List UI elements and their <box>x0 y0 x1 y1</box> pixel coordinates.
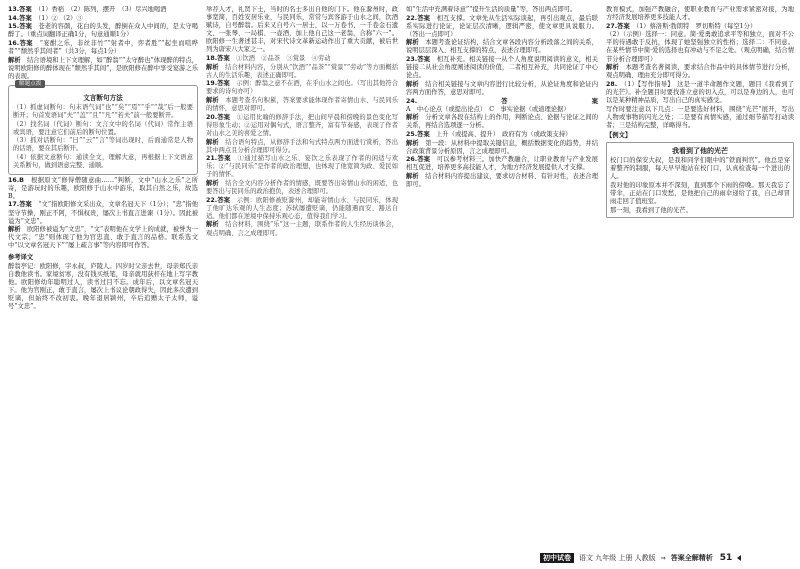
reference-heading: 参考译文 <box>8 253 34 261</box>
answer-label: 解析 <box>206 179 219 187</box>
arrow-icon: ⇒ <box>660 554 666 562</box>
method-tag: 解题点拨 <box>15 80 45 88</box>
essay-box <box>606 142 794 218</box>
answer-text: 结合相关链接与文章内容进行比较分析，从论证角度和论证内容两方面作答，意思对即可。 <box>406 80 598 96</box>
answer-label: 17.答案 <box>8 201 32 209</box>
answer-item <box>406 15 598 39</box>
answer-text: 结合全文内容分析作者的情感，既要答出寄情山水的闲适，也要答出与民同乐的政治抱负，表述合理即可。 <box>206 179 398 196</box>
answer-item <box>8 201 198 225</box>
answer-item <box>406 140 598 156</box>
answer-label: 解析 <box>406 80 419 88</box>
method-box <box>8 80 198 175</box>
method-item: （1）抓虚词断句：句末语气词“也”“矣”“焉”“乎”“哉”后一般要断开；句首发语词“夫”“盖”“且”“凡”“若夫”前一般要断开。 <box>13 103 193 120</box>
answer-text: ①通过描写山水之乐、宴饮之乐表现了作者的闲适与欢乐；②“与民同乐”是作者的政治理想，也体现了他宽简为政、爱民如子的情怀。 <box>206 155 398 179</box>
answer-label: 解析 <box>206 97 219 105</box>
answer-item <box>8 15 198 23</box>
translation-continued: 举荐人才，礼贤下士，当时的名士多出自他的门下。他在滁州时，政事宽简，百姓安居乐业，与民同乐，常常与宾客游于山水之间，饮酒赋诗，自号醉翁。后来又自号六一居士，以一万卷书、一千卷金石遗文、一张琴、一局棋、一壶酒，加上他自己这一老翁，合称“六一”。欧阳修一生著述甚丰，对宋代诗文革新运动作出了重大贡献，被后世列为唐宋八大家之一。 <box>206 6 398 54</box>
answer-item <box>206 197 398 221</box>
answer-item <box>606 106 794 130</box>
answer-item <box>406 98 598 114</box>
answer-item <box>606 6 794 22</box>
answer-label: 13.答案 <box>8 6 32 13</box>
answer-label: 解析 <box>8 56 21 64</box>
answer-label: 16.答案 <box>8 39 34 47</box>
triangle-icon <box>737 555 741 561</box>
answer-text: 第一段：从材料中提取关键信息，概括数据变化的趋势，并结合政策背景分析原因，言之成理即可。 <box>406 139 598 155</box>
answer-label: 20.答案 <box>206 113 231 121</box>
answer-item <box>206 80 398 96</box>
answers-group-b <box>8 177 198 251</box>
answer-label: 解析 <box>8 226 21 234</box>
answer-text: “宴酣之乐，非丝非竹”“射者中，弈者胜”“起坐而喧哗者”“颓然乎其间者”（共3分，每点1分） <box>8 39 198 55</box>
answer-label: 解析 <box>606 64 619 72</box>
answer-text: ①饮酒 ②品茶 ③赏景 ④劳动 <box>236 55 331 63</box>
answers-list <box>406 6 598 189</box>
answer-item <box>206 139 398 155</box>
answer-label: 解析 <box>406 39 419 47</box>
answer-text: 示例：欧阳修被贬滁州，却能寄情山水、与民同乐，体现了他旷达乐观的人生态度；苏轼屡遭贬谪，仍能随遇而安、豁达自适。他们都在逆境中保持乐观心态，值得我们学习。 <box>206 196 398 220</box>
answer-item <box>206 64 398 80</box>
answer-item <box>206 155 398 179</box>
answer-label: 19.答案 <box>206 80 230 88</box>
answer-text: 本题考查论证结构，结合文章各段内容分析段落之间的关系，说明层层深入、相互支撑的特点，表述合理即可。 <box>406 39 598 55</box>
method-title: 文言断句方法 <box>83 93 123 102</box>
answer-label: 解析 <box>206 63 219 71</box>
answer-label: 解析 <box>206 138 219 146</box>
answer-text: （1）【写作指导】 这是一道半命题作文题，题目《我看到了 的光芒》。补全题目时要找准立意的切入点，可以是身边的人，也可以是某种精神品质，写出自己的真实感受。 <box>606 80 794 105</box>
answer-text: 苍老的容颜，花白的头发，醉倒在众人中间的，是太守喝醉了。（重点词翻译正确1分，句意通顺1分） <box>8 23 198 39</box>
answer-item <box>406 81 598 97</box>
answer-label: 24.答案 <box>406 97 598 105</box>
answer-item <box>406 131 598 139</box>
essay-tag: 【例文】 <box>606 131 632 139</box>
answer-label: 14.答案 <box>8 14 32 22</box>
answer-text: 如“生活中充满着诗意”“提升生活的质量”等，答出两点即可。 <box>406 6 577 13</box>
answer-text: A 中心论点（或提出论点） C 事实论据（或道理论据） <box>406 105 570 113</box>
answer-label: 26.答案 <box>406 156 431 164</box>
method-list <box>13 104 193 170</box>
answer-text: 相互补充。相关链接一从个人角度说明阅读的意义，相关链接二从社会角度阐述阅读的价值，二者相互补充，共同论证了中心论点。 <box>406 56 598 80</box>
answer-item <box>8 6 198 14</box>
method-item: （2）找名词（代词）断句：文言文中的名词（代词）常作主语或宾语，要注意它们前后的断句位置。 <box>13 120 193 136</box>
essay-title: 我看到了他的光芒 <box>672 146 728 155</box>
answers-list <box>606 6 794 130</box>
answer-text: 结合材料内容，分别从“饮酒”“品茶”“赏景”“劳动”等方面概括古人的生活乐趣，表述正确即可。 <box>206 63 398 79</box>
answer-text: （1）香稻 （2）陈列，摆开 （3）尽兴地喝酒 <box>38 6 167 13</box>
answer-text: 示例：醉翁之意不在酒，在乎山水之间也。（写出其他符合要求的诗句亦可） <box>206 80 398 96</box>
answer-item <box>206 180 398 196</box>
answer-item <box>8 40 198 56</box>
answer-item <box>606 31 794 63</box>
page-footer <box>540 551 792 565</box>
column-3 <box>406 6 598 538</box>
answer-text: “文”指欧阳修文采出众，文章名冠天下（1分）；“忠”指他坚守节操，刚正不阿，不惧权贵，屡次上书直言进谏（1分）。因此被谥为“文忠”。 <box>8 201 198 225</box>
essay-body <box>610 157 790 215</box>
answer-item <box>606 64 794 80</box>
reference-text: 醉翁亭记：欧阳修，字永叔，庐陵人。四岁时父亲去世，母亲郑氏亲自教他读书。家境贫寒，没有钱买纸笔，母亲就用荻杆在地上写字教他。欧阳修幼年聪明过人，读书过目不忘。成年后，以文章名冠天下。他为官刚正，敢于直言，屡次上书议论朝政得失，因此多次遭到贬谪，但始终不改初衷。晚年退居颍州，卒后追赠太子太师，谥号“文忠”。 <box>8 262 198 311</box>
answer-text: ①运用比喻的修辞手法，把山间早晨和傍晚的景色变化写得形象生动；②运用对偶句式，语言整齐，富有节奏感，表现了作者对山水之美的喜爱之情。 <box>206 113 398 137</box>
answer-text: 结合材料，围绕“乐”这一主题，联系作者的人生经历谈体会，观点明确、言之成理即可。 <box>206 221 398 237</box>
column-1 <box>8 6 198 538</box>
answer-label: 28. <box>606 80 618 88</box>
column-4 <box>606 6 794 538</box>
method-item: （4）依据文意断句：通读全文，理解大意，再根据上下文语意关系断句，做到语意完整、通顺。 <box>13 154 193 170</box>
column-2 <box>206 6 398 538</box>
answer-label: 22.答案 <box>406 14 431 22</box>
answers-group-a <box>8 6 198 81</box>
brand-badge: 初中试卷 <box>540 553 574 563</box>
answer-item <box>8 57 198 81</box>
answer-text: 可以参考材料三。加快产教融合，让职业教育与产业发展相互促进，培养更多高技能人才，为地方经济发展提供人才支撑。 <box>406 156 598 172</box>
answer-item <box>206 221 398 237</box>
answer-text: 教育模式，加强产教融合，使职业教育与产业需求紧密对接，为地方经济发展培养更多技能人才。 <box>606 6 794 22</box>
answer-text: 根据原文“修得僧随意曲……”判断，文中“山水之乐”之所寄，是游玩时的乐趣，欧阳修于山水中游乐，取其自然之乐，故选B。 <box>8 176 198 200</box>
answer-label: 15.答案 <box>8 23 33 31</box>
answer-item <box>406 39 598 55</box>
answer-text: 本题考查名著阅读，要求结合作品中的具体情节进行分析，观点明确、理由充分即可得分。 <box>606 64 794 80</box>
answer-text: 结合语句特点，从修辞手法和句式特点两方面进行赏析，答出其中两点且分析合理即可得分。 <box>206 138 398 154</box>
answer-text: （1）② （2）③ <box>38 14 83 22</box>
page-number: 51 <box>719 553 733 563</box>
answer-item <box>8 23 198 39</box>
answer-label: 18.答案 <box>206 55 230 63</box>
answer-item <box>406 6 598 14</box>
answer-label: 解析 <box>406 139 419 147</box>
answer-label: 25.答案 <box>406 130 430 138</box>
answer-label: 23.答案 <box>406 56 431 64</box>
answer-item <box>406 156 598 172</box>
answer-item <box>8 226 198 250</box>
answer-item <box>8 177 198 201</box>
answer-text: （1）蔡洛斯·勃朗特 罗切斯特（每空1分） <box>636 22 757 30</box>
answer-text: （2）（示例）选择一：同意。简·爱勇敢追求平等和独立，面对不公平的待遇敢于反抗，体现了她坚强独立的性格；选择二：不同意。在某些情节中简·爱的选择也有冲动与不足之处。（观点明确，结合情节分析合理即可） <box>606 31 794 63</box>
answer-item <box>406 114 598 130</box>
answer-item <box>406 56 598 80</box>
answer-text: 结合语境和上下文理解，如“醉翁”“太守醉也”体现醉的特点，说明欧阳修的醉体现在“颓然乎其间”，是欧阳修在醉中享受宴游之乐的表现。 <box>8 56 198 80</box>
answers-list <box>206 55 398 238</box>
method-item: （3）抓对话断句：“曰”“云”“言”等词出现时，后面通常是人物的话语，要在其后断开。 <box>13 137 193 153</box>
answer-label: 22.答案 <box>206 196 231 204</box>
answer-text: 结合材料内容提出建议，要求切合材料、有针对性，表述合理即可。 <box>406 172 598 188</box>
essay-paragraph: 校门口的保安大叔，是我和同学们眼中的“铁面判官”。他总是穿着整齐的制服，每天早早地站在校门口，认真检查每一个进出的人。 <box>610 157 790 181</box>
answer-label: 解析 <box>406 114 419 122</box>
answer-label: 21.答案 <box>206 155 231 163</box>
answer-item <box>206 97 398 113</box>
answer-item <box>206 55 398 63</box>
answer-label: 解析 <box>406 172 419 180</box>
answer-label: 27.答案 <box>606 22 630 30</box>
answer-text: 上升（或提高、提升） 政府有为（或政策支持） <box>436 130 572 138</box>
answer-text: 欧阳修被谥为“文忠”，“文”表明他在文学上的成就，被誉为一代文宗；“忠”则体现了他为官忠直、敢于直言的品格。联系选文中“以文章名冠天下”“屡上疏言事”等内容即可作答。 <box>8 226 198 250</box>
answer-text: 写作时要注意以下几点：一是要选好材料，围绕“光芒”展开，写出人物或事物的闪光之处；二是要有真情实感，通过细节描写打动读者；三是结构完整，详略得当。 <box>606 105 794 129</box>
answer-item <box>606 81 794 105</box>
answer-item <box>206 114 398 138</box>
answer-text: 相互支撑。文章先从生活实际谈起，再引出观点，最后联系实际进行论证，论证层次清晰，逻辑严密，使文章更具说服力。（答出一点即可） <box>406 14 598 38</box>
essay-paragraph: 那一刻，我看到了他的光芒。 <box>610 206 692 214</box>
answer-text: 分析文章各段在结构上的作用，判断论点、论据与论证之间的关系，再结合选项逐一分析。 <box>406 114 598 130</box>
answer-text: 本题考查名句积累，答案要求能体现作者寄情山水、与民同乐的情怀，意思对即可。 <box>206 97 398 113</box>
footer-title: 答案全解精析 <box>670 554 713 562</box>
answer-label: 16.B <box>8 176 24 184</box>
answer-item <box>406 173 598 189</box>
answer-label: 解析 <box>206 221 219 229</box>
subject-label: 语文 九年级 上册 人教版 <box>579 554 656 562</box>
essay-paragraph: 我对他的印象原本并不深刻，直到那个下雨的傍晚。那天我忘了带伞，正站在门口发愁，是他把自己的雨伞递给了我，自己却冒雨走回了值班室。 <box>610 181 790 206</box>
answer-item <box>606 23 794 31</box>
